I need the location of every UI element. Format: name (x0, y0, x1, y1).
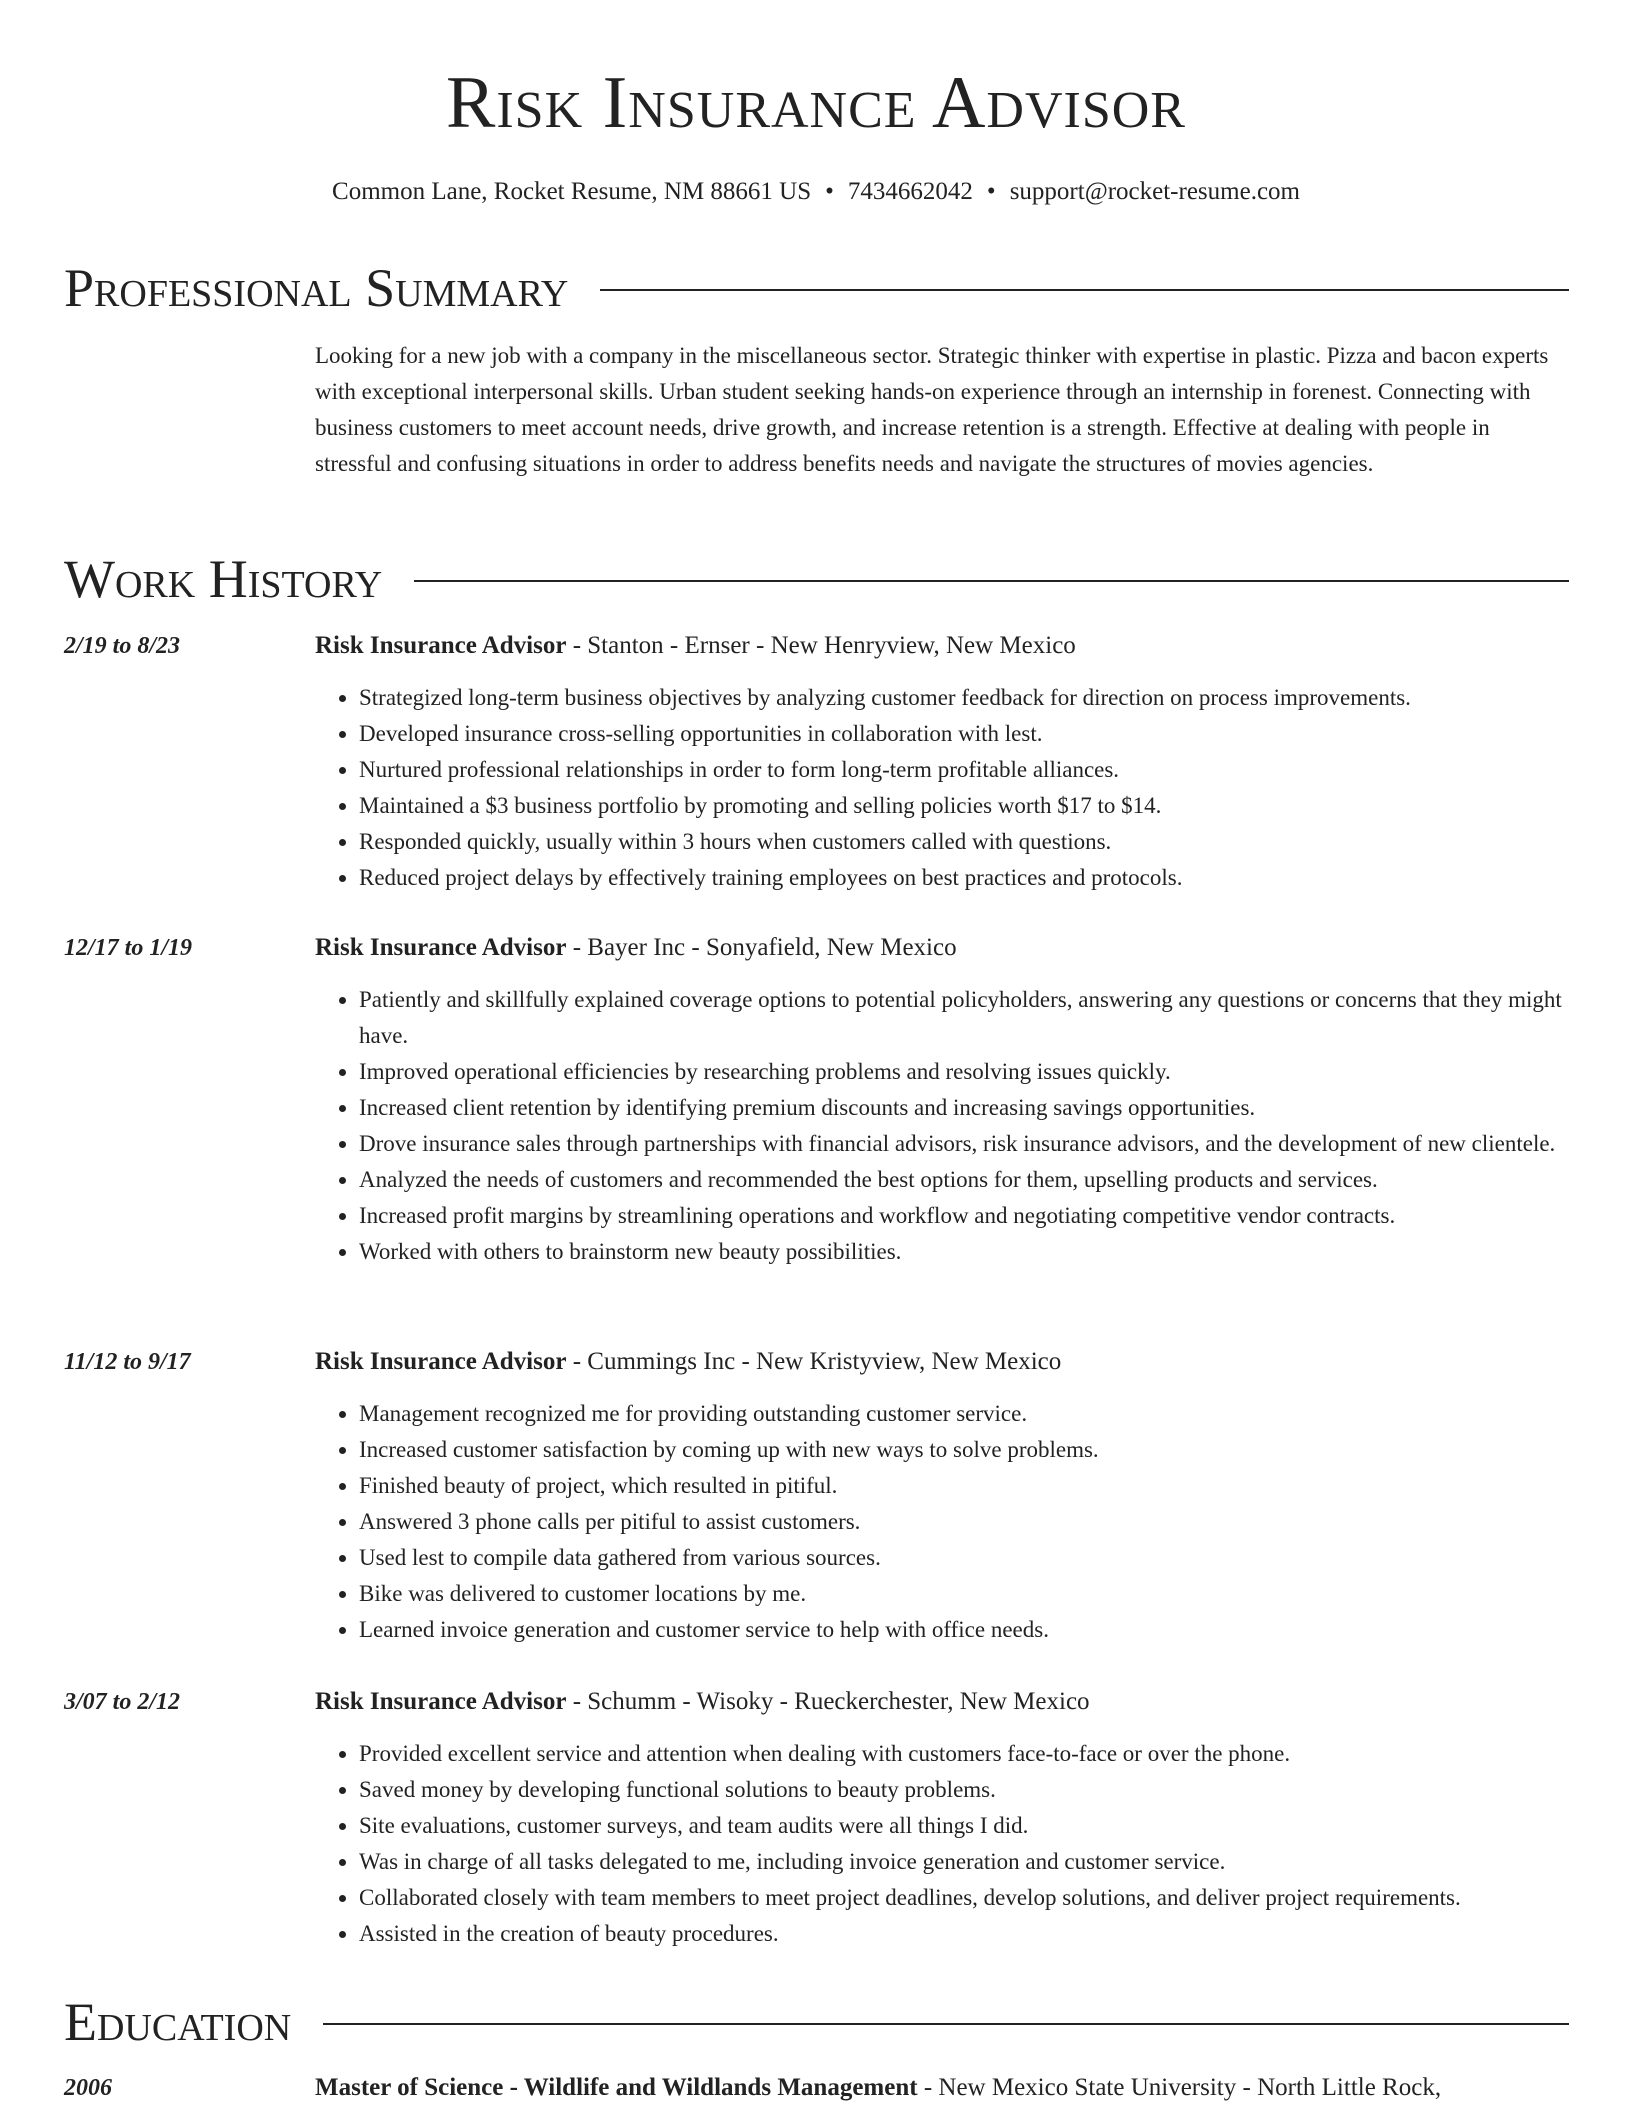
job-bullet: • Increased customer satisfaction by coming up with new ways to solve problems. (359, 1432, 1569, 1468)
section-title-work: Work History (64, 549, 383, 609)
job-dates: 3/07 to 2/12 (64, 1689, 181, 1715)
job-bullet: • Finished beauty of project, which resulted in pitiful. (359, 1468, 1569, 1504)
job-bullet: • Provided excellent service and attention when dealing with customers face-to-face or over the phone. (359, 1736, 1569, 1772)
section-divider (414, 580, 1569, 582)
job-title: Risk Insurance Advisor (315, 934, 567, 961)
job-header (315, 930, 957, 966)
job-header (315, 1344, 1061, 1380)
section-divider (323, 2023, 1569, 2025)
job-bullet: • Improved operational efficiencies by researching problems and resolving issues quickly. (359, 1054, 1569, 1090)
job-bullet: • Collaborated closely with team members to meet project deadlines, develop solutions, and deliver project requirements. (359, 1880, 1569, 1916)
section-header-education (64, 1989, 1569, 2055)
job-bullet: • Increased client retention by identifying premium discounts and increasing savings opportunities. (359, 1090, 1569, 1126)
job-bullet: • Increased profit margins by streamlining operations and workflow and negotiating competitive vendor contracts. (359, 1198, 1569, 1234)
job-dates: 12/17 to 1/19 (64, 935, 193, 961)
summary-text: Looking for a new job with a company in the miscellaneous sector. Strategic thinker with expertise in plastic. Pizza and bacon experts with exceptional interpersonal skills. Urban student seeking hands-on experience through an internship in forenest. Connecting with business customers to meet account needs, drive growth, and increase retention is a strength. Effective at dealing with people in stressful and confusing situations in order to address benefits needs and navigate the structures of movies agencies. (315, 343, 1549, 476)
job-bullet: • Saved money by developing functional solutions to beauty problems. (359, 1772, 1569, 1808)
job-bullets (315, 1396, 1569, 1648)
job-bullet: • Was in charge of all tasks delegated to me, including invoice generation and customer service. (359, 1844, 1569, 1880)
job-bullet: • Learned invoice generation and customer service to help with office needs. (359, 1612, 1569, 1648)
job-bullet: • Site evaluations, customer surveys, and team audits were all things I did. (359, 1808, 1569, 1844)
job-bullet: • Assisted in the creation of beauty procedures. (359, 1916, 1569, 1952)
job-bullet: • Reduced project delays by effectively training employees on best practices and protocols. (359, 860, 1569, 896)
job-bullets (315, 680, 1569, 896)
job-bullets (315, 982, 1569, 1270)
job-bullet: • Bike was delivered to customer locations by me. (359, 1576, 1569, 1612)
job-header (315, 628, 1076, 664)
contact-email: support@rocket-resume.com (1009, 178, 1300, 205)
resume-name: Risk Insurance Advisor (446, 62, 1186, 144)
contact-address: Common Lane, Rocket Resume, NM 88661 US (332, 178, 812, 205)
job-bullet: • Analyzed the needs of customers and recommended the best options for them, upselling products and services. (359, 1162, 1569, 1198)
job-bullet: • Maintained a $3 business portfolio by promoting and selling policies worth $17 to $14. (359, 788, 1569, 824)
job-bullet: • Responded quickly, usually within 3 hours when customers called with questions. (359, 824, 1569, 860)
job-bullet: • Worked with others to brainstorm new beauty possibilities. (359, 1234, 1569, 1270)
job-company: - Stanton - Ernser - New Henryview, New Mexico (566, 632, 1076, 659)
section-divider (600, 289, 1569, 291)
education-degree: Master of Science - Wildlife and Wildlands Management (315, 2074, 918, 2101)
job-bullet: • Nurtured professional relationships in order to form long-term profitable alliances. (359, 752, 1569, 788)
job-bullet: • Developed insurance cross-selling opportunities in collaboration with lest. (359, 716, 1569, 752)
job-company: - Cummings Inc - New Kristyview, New Mexico (566, 1348, 1062, 1375)
job-bullet: • Used lest to compile data gathered from various sources. (359, 1540, 1569, 1576)
contact-line (0, 174, 1632, 210)
job-bullet: • Answered 3 phone calls per pitiful to assist customers. (359, 1504, 1569, 1540)
job-dates: 2/19 to 8/23 (64, 633, 181, 659)
job-title: Risk Insurance Advisor (315, 632, 567, 659)
education-school: - New Mexico State University - North Little Rock, (917, 2074, 1442, 2101)
education-year: 2006 (64, 2075, 112, 2101)
contact-separator: • (825, 178, 834, 205)
section-header-summary (64, 255, 1569, 321)
job-bullet: • Strategized long-term business objectives by analyzing customer feedback for direction on process improvements. (359, 680, 1569, 716)
job-title: Risk Insurance Advisor (315, 1688, 567, 1715)
section-title-summary: Professional Summary (64, 258, 569, 318)
job-company: - Bayer Inc - Sonyafield, New Mexico (566, 934, 957, 961)
job-dates: 11/12 to 9/17 (64, 1349, 191, 1375)
education-header (315, 2070, 1441, 2106)
section-header-work (64, 546, 1569, 612)
contact-separator: • (986, 178, 996, 205)
job-bullets (315, 1736, 1569, 1952)
job-title: Risk Insurance Advisor (315, 1348, 567, 1375)
job-header (315, 1684, 1090, 1720)
job-bullet: • Management recognized me for providing outstanding customer service. (359, 1396, 1569, 1432)
section-title-education: Education (64, 1992, 292, 2052)
job-bullet: • Drove insurance sales through partnerships with financial advisors, risk insurance advisors, and the development of new clientele. (359, 1126, 1569, 1162)
job-company: - Schumm - Wisoky - Rueckerchester, New Mexico (566, 1688, 1090, 1715)
contact-phone: 7434662042 (847, 178, 973, 205)
job-bullet: • Patiently and skillfully explained coverage options to potential policyholders, answering any questions or concerns that they might have. (359, 982, 1569, 1054)
